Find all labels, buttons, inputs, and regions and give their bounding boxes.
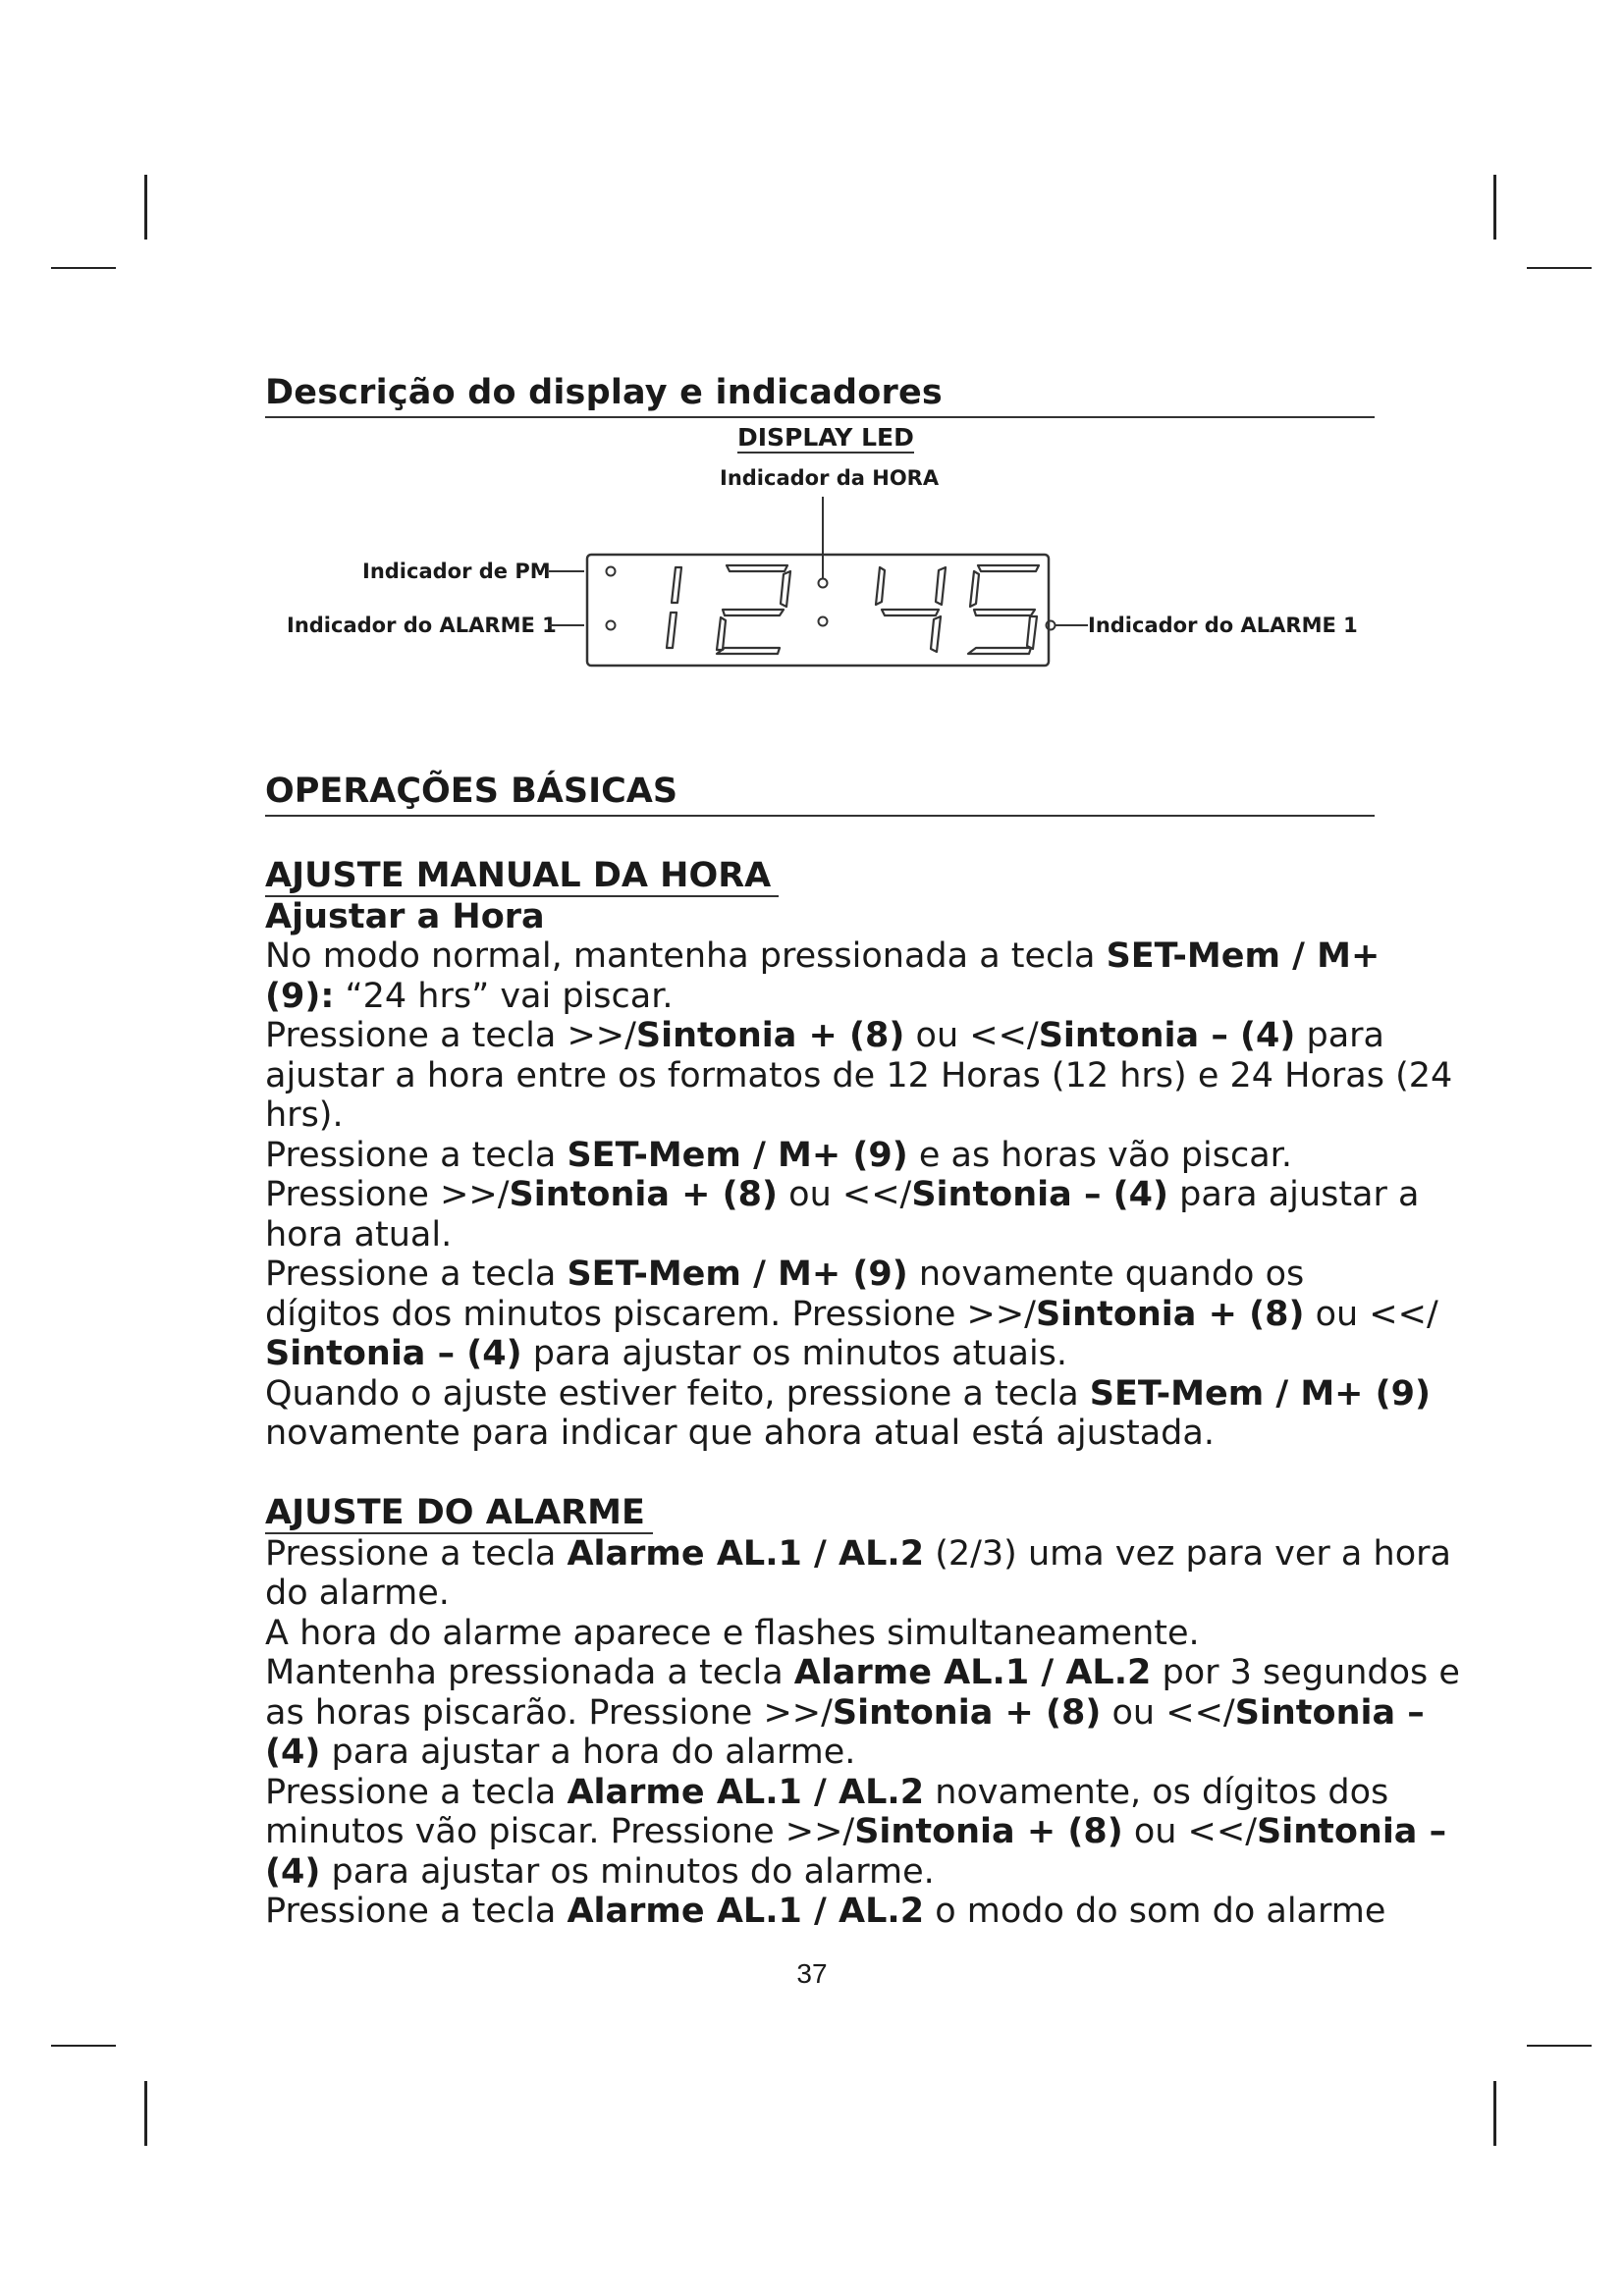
display-led-label: DISPLAY LED <box>737 423 914 452</box>
text-run: novamente quando os <box>907 1255 1305 1294</box>
instruction-line <box>265 1733 1375 1773</box>
key-name: SET-Mem / M+ (9) <box>567 1255 908 1294</box>
adjust-time-subheading: Ajustar a Hora <box>265 897 545 936</box>
instruction-line <box>265 1095 1375 1136</box>
page-number: 37 <box>796 1958 828 1989</box>
text-run: Pressione a tecla <box>265 1255 568 1294</box>
key-name: Sintonia + (8) <box>635 1016 905 1055</box>
crop-mark <box>1527 267 1592 269</box>
key-name: (4) <box>265 1733 321 1772</box>
key-name: (4) <box>265 1851 321 1892</box>
key-name: Alarme AL.1 / AL.2 <box>567 1533 925 1574</box>
instruction-line <box>265 1334 1375 1374</box>
text-run: ajustar a hora entre os formatos de 12 Horas (12 hrs) e 24 Horas (24 <box>265 1055 1453 1095</box>
text-run: ou <</ <box>1101 1692 1235 1733</box>
instruction-line <box>265 1772 1389 1813</box>
alarm-instructions <box>265 1533 1460 1932</box>
manual-time-instructions <box>265 936 1453 1454</box>
key-name: Sintonia – <box>1257 1812 1447 1851</box>
instruction-line <box>265 1016 1384 1056</box>
instruction-line <box>265 1055 1453 1096</box>
page-content <box>265 373 1460 1932</box>
text-run: Pressione a tecla <box>265 1135 568 1175</box>
crop-mark <box>51 2045 116 2047</box>
instruction-line <box>265 1533 1451 1575</box>
alarm1-right-label: Indicador do ALARME 1 <box>1088 614 1358 637</box>
text-run: ou <</ <box>778 1175 912 1214</box>
instruction-line <box>265 1373 1432 1415</box>
key-name: Sintonia + (8) <box>509 1175 779 1214</box>
text-run: Quando o ajuste estiver feito, pressione a tecla <box>265 1373 1090 1414</box>
crop-mark <box>1493 175 1496 240</box>
text-run: por 3 segundos e <box>1151 1653 1460 1692</box>
text-run: minutos vão piscar. Pressione >>/ <box>265 1812 855 1851</box>
text-run: para ajustar a <box>1167 1175 1420 1214</box>
instruction-line <box>265 1294 1438 1335</box>
led-display-diagram <box>265 418 1375 713</box>
text-run: Pressione a tecla <box>265 1892 568 1931</box>
instruction-line <box>265 1574 1375 1614</box>
key-name: Sintonia – (4) <box>1038 1016 1296 1055</box>
instruction-line <box>265 1215 1375 1255</box>
instruction-line <box>265 1414 1375 1454</box>
text-run: Pressione >>/ <box>265 1175 510 1214</box>
text-run: as horas piscarão. Pressione >>/ <box>265 1692 833 1733</box>
key-name: Alarme AL.1 / AL.2 <box>567 1892 925 1931</box>
text-run: No modo normal, mantenha pressionada a tecla <box>265 936 1107 976</box>
key-name: Sintonia + (8) <box>1035 1294 1305 1334</box>
text-run: ou <</ <box>1122 1812 1257 1851</box>
instruction-line <box>265 1812 1447 1852</box>
text-run: ou <</ <box>1304 1294 1438 1334</box>
instruction-line <box>265 1653 1460 1693</box>
text-run: para ajustar a hora do alarme. <box>320 1733 856 1772</box>
key-name: SET-Mem / M+ (9) <box>567 1135 908 1175</box>
text-run: hora atual. <box>265 1214 453 1255</box>
text-run: o modo do som do alarme <box>924 1892 1386 1931</box>
text-run: “24 hrs” vai piscar. <box>334 976 674 1016</box>
pm-indicator-label: Indicador de PM <box>362 560 551 583</box>
text-run: A hora do alarme aparece e flashes simultaneamente. <box>265 1613 1200 1653</box>
text-run: hrs). <box>265 1095 344 1135</box>
crop-mark <box>1493 2081 1496 2146</box>
text-run: e as horas vão piscar. <box>907 1135 1292 1175</box>
led-display-graphic <box>265 418 1375 713</box>
key-name: Alarme AL.1 / AL.2 <box>567 1772 925 1812</box>
instruction-line <box>265 1136 1375 1176</box>
text-run: novamente para indicar que ahora atual está ajustada. <box>265 1414 1215 1453</box>
text-run: Pressione a tecla <box>265 1772 568 1812</box>
alarm1-left-label: Indicador do ALARME 1 <box>287 614 557 637</box>
key-name: Sintonia – <box>1234 1692 1425 1733</box>
instruction-line <box>265 1692 1425 1734</box>
instruction-line <box>265 1175 1420 1215</box>
key-name: Sintonia + (8) <box>854 1812 1123 1851</box>
text-run: Mantenha pressionada a tecla <box>265 1653 794 1692</box>
key-name: Alarme AL.1 / AL.2 <box>793 1653 1152 1692</box>
key-name: SET-Mem / M+ (9) <box>1089 1373 1432 1414</box>
text-run: para ajustar os minutos atuais. <box>521 1334 1068 1373</box>
crop-mark <box>51 267 116 269</box>
text-run: ou <</ <box>904 1016 1039 1055</box>
key-name: Sintonia – (4) <box>911 1175 1168 1214</box>
text-run: (2/3) uma vez para ver a hora <box>924 1533 1451 1574</box>
text-run: dígitos dos minutos piscarem. Pressione >>/ <box>265 1294 1036 1334</box>
instruction-line <box>265 1255 1375 1295</box>
crop-mark <box>144 175 147 240</box>
text-run: para <box>1295 1016 1384 1055</box>
text-run: do alarme. <box>265 1574 450 1613</box>
key-name: Sintonia + (8) <box>832 1692 1102 1733</box>
section-title-display: Descrição do display e indicadores <box>265 373 1375 418</box>
crop-mark <box>1527 2045 1592 2047</box>
text-run: para ajustar os minutos do alarme. <box>320 1851 935 1892</box>
text-run: Pressione a tecla <box>265 1533 568 1574</box>
alarm-heading: AJUSTE DO ALARME <box>265 1493 653 1534</box>
manual-time-heading: AJUSTE MANUAL DA HORA <box>265 856 779 897</box>
section-title-basic: OPERAÇÕES BÁSICAS <box>265 772 1375 817</box>
text-run: Pressione a tecla >>/ <box>265 1016 636 1055</box>
hour-indicator-label: Indicador da HORA <box>720 466 940 490</box>
crop-mark <box>144 2081 147 2146</box>
instruction-line <box>265 977 1375 1017</box>
instruction-line <box>265 1892 1386 1932</box>
instruction-line <box>265 936 1380 977</box>
text-run: novamente, os dígitos dos <box>924 1772 1389 1812</box>
key-name: Sintonia – (4) <box>265 1334 522 1373</box>
key-name: SET-Mem / M+ <box>1106 936 1380 976</box>
instruction-line <box>265 1614 1375 1654</box>
instruction-line <box>265 1852 1375 1893</box>
key-name: (9): <box>265 976 335 1016</box>
